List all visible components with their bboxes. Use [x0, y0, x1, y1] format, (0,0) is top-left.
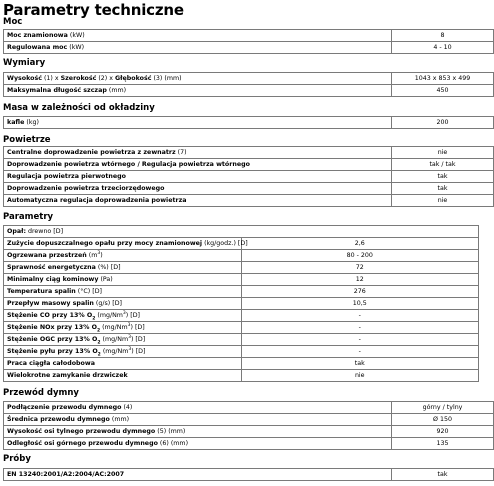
row-unit: (mg/Nm	[100, 348, 129, 355]
table-masa	[3, 116, 494, 129]
table-row	[4, 334, 479, 346]
table-row	[4, 310, 479, 322]
unit-superscript: 3	[127, 322, 131, 328]
row-label: Stężenie OGC przy 13% O	[7, 336, 98, 343]
row-unit: ) [D]	[131, 348, 146, 355]
section-title-moc: Moc	[3, 17, 23, 27]
row-label: Regulowana moc	[7, 44, 68, 51]
table-row	[4, 469, 494, 481]
row-label: Praca ciągła całodobowa	[7, 360, 95, 367]
table-row	[4, 183, 494, 195]
row-label: Moc znamionowa	[7, 32, 68, 39]
table-row	[4, 73, 494, 85]
table-row	[4, 238, 479, 250]
table-moc	[3, 29, 494, 54]
table-proby	[3, 468, 494, 481]
table-row	[4, 42, 494, 54]
table-row	[4, 30, 494, 42]
row-label: Maksymalna długość szczap	[7, 87, 107, 94]
row-unit: (mm)	[109, 416, 130, 423]
row-label: Doprowadzenie powietrza wtórnego / Regulacja powietrza wtórnego	[7, 161, 250, 168]
table-row	[4, 85, 494, 97]
table-row	[4, 402, 494, 414]
row-unit: (%) [D]	[95, 264, 121, 271]
unit-superscript: 3	[122, 310, 126, 316]
row-label: Średnica przewodu dymnego	[7, 416, 110, 423]
row-value: górny / tylny	[392, 402, 494, 414]
table-row	[4, 298, 479, 310]
row-value: tak	[392, 171, 494, 183]
row-label: EN 13240:2001/A2:2004/AC:2007	[7, 471, 125, 478]
row-label: Zużycie dopuszczalnego opału przy mocy znamionowej	[7, 240, 203, 247]
row-label: Sprawność energetyczna	[7, 264, 96, 271]
table-row	[4, 250, 479, 262]
row-label: Centralne doprowadzenie powietrza z zewnatrz	[7, 149, 176, 156]
row-unit: ) [D]	[125, 312, 141, 319]
row-value: -	[241, 346, 479, 358]
row-unit: (1) x	[41, 75, 61, 82]
row-label: Podłączenie przewodu dymnego	[7, 404, 122, 411]
row-label: Ogrzewana przestrzeń	[7, 252, 87, 259]
unit-superscript: 3	[97, 250, 101, 256]
row-value: 8	[392, 30, 494, 42]
row-value: 72	[241, 262, 479, 274]
row-value: 80 - 200	[241, 250, 479, 262]
row-label: Automatyczna regulacja doprowadzenia powietrza	[7, 197, 187, 204]
row-value: tak / tak	[392, 159, 494, 171]
row-unit: (Pa)	[98, 276, 113, 283]
unit-superscript: 3	[128, 334, 131, 340]
row-value: 1043 x 853 x 499	[392, 73, 494, 85]
row-unit: )	[100, 252, 103, 259]
table-row	[4, 322, 479, 334]
label-subscript: 2	[97, 340, 101, 346]
table-row	[4, 426, 494, 438]
row-value: 10,5	[241, 298, 479, 310]
row-label: Minimalny ciąg kominowy	[7, 276, 99, 283]
table-row	[4, 117, 494, 129]
row-unit: (4)	[121, 404, 133, 411]
row-value: tak	[392, 469, 494, 481]
table-przewod-dymny	[3, 401, 494, 450]
row-unit: ) [D]	[130, 324, 145, 331]
table-row	[4, 147, 494, 159]
row-unit: (kg/godz.) [D]	[202, 240, 248, 247]
row-unit: (mg/Nm	[95, 312, 123, 319]
table-wymiary	[3, 72, 494, 97]
row-label: Wysokość osi tylnego przewodu dymnego	[7, 428, 156, 435]
row-value: nie	[392, 195, 494, 207]
row-label: Stężenie CO przy 13% O	[7, 312, 93, 319]
label-subscript: 2	[96, 328, 101, 334]
row-unit: drewno [D]	[25, 228, 64, 235]
row-unit: ) [D]	[130, 336, 146, 343]
label-subscript: 2	[92, 316, 96, 322]
label-subscript: 2	[97, 352, 101, 358]
table-row	[4, 286, 479, 298]
row-unit: (kW)	[69, 44, 85, 51]
row-value: -	[241, 310, 479, 322]
row-value: 135	[392, 438, 494, 450]
section-title-powietrze: Powietrze	[3, 135, 51, 145]
row-unit: (3) (mm)	[151, 75, 182, 82]
table-powietrze	[3, 146, 494, 207]
row-label: Stężenie pyłu przy 13% O	[7, 348, 98, 355]
row-unit: (g/s) [D]	[93, 300, 122, 307]
row-value: 2,6	[241, 238, 479, 250]
table-row	[4, 226, 479, 238]
row-label: kafle	[7, 119, 25, 126]
row-value: 450	[392, 85, 494, 97]
row-value: 276	[241, 286, 479, 298]
table-row	[4, 171, 494, 183]
row-value: -	[241, 334, 479, 346]
row-label: Temperatura spalin	[7, 288, 76, 295]
row-value: tak	[392, 183, 494, 195]
row-unit: (m	[86, 252, 98, 259]
row-label: Wielokrotne zamykanie drzwiczek	[7, 372, 128, 379]
section-title-przewod-dymny: Przewód dymny	[3, 388, 79, 398]
table-row	[4, 370, 479, 382]
row-unit: (mg/Nm	[100, 336, 129, 343]
row-unit: (2) x	[96, 75, 115, 82]
row-unit: (6) (mm)	[157, 440, 189, 447]
row-unit: (mm)	[108, 87, 127, 94]
row-label: Regulacja powietrza pierwotnego	[7, 173, 126, 180]
row-value: 200	[392, 117, 494, 129]
section-title-masa: Masa w zależności od okładziny	[3, 103, 155, 113]
section-title-proby: Próby	[3, 454, 31, 464]
row-label: Odległość osi górnego przewodu dymnego	[7, 440, 158, 447]
row-value: Ø 150	[392, 414, 494, 426]
row-unit: (kg)	[26, 119, 39, 126]
row-value: 4 - 10	[392, 42, 494, 54]
row-unit: (5) (mm)	[155, 428, 186, 435]
row-value: 920	[392, 426, 494, 438]
table-row	[4, 346, 479, 358]
row-value: nie	[392, 147, 494, 159]
table-row	[4, 414, 494, 426]
table-row	[4, 358, 479, 370]
row-unit: (kW)	[69, 32, 85, 39]
table-row	[4, 262, 479, 274]
row-label: Wysokość	[7, 75, 42, 82]
table-row	[4, 438, 494, 450]
row-unit: (°C) [D]	[75, 288, 103, 295]
row-value: -	[241, 322, 479, 334]
row-value: 12	[241, 274, 479, 286]
page-title: Parametry techniczne	[3, 1, 184, 19]
row-value: tak	[241, 358, 479, 370]
section-title-parametry: Parametry	[3, 212, 54, 222]
row-unit: (mg/Nm	[100, 324, 128, 331]
table-row	[4, 274, 479, 286]
row-value: nie	[241, 370, 479, 382]
row-label: Przepływ masowy spalin	[7, 300, 94, 307]
row-label: Doprowadzenie powietrza trzeciorzędowego	[7, 185, 165, 192]
row-unit: (7)	[177, 149, 187, 156]
row-label: Opał:	[7, 228, 26, 235]
table-parametry	[3, 225, 479, 382]
table-row	[4, 159, 494, 171]
row-label: Szerokość	[60, 75, 97, 82]
unit-superscript: 3	[128, 346, 132, 352]
row-label: Głębokość	[115, 75, 152, 82]
table-row	[4, 195, 494, 207]
section-title-wymiary: Wymiary	[3, 58, 46, 68]
row-label: Stężenie NOx przy 13% O	[7, 324, 97, 331]
